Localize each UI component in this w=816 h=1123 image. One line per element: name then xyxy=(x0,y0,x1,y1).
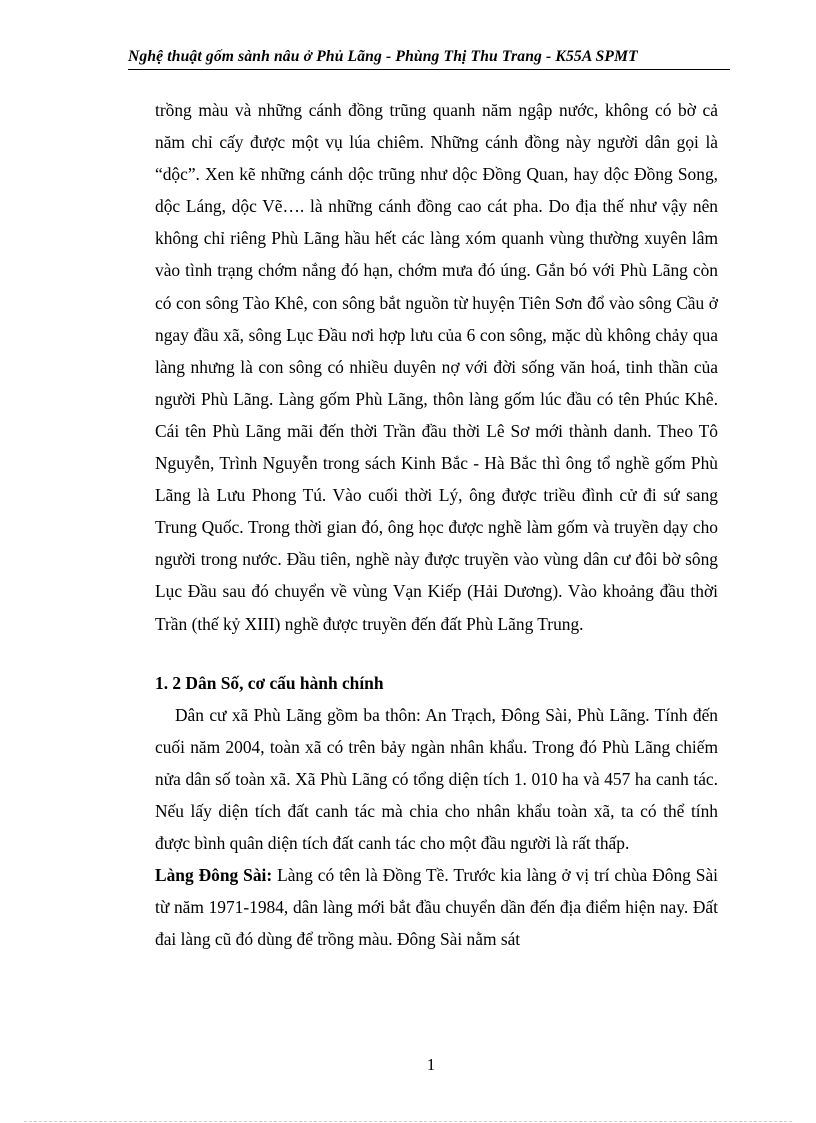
running-header: Nghệ thuật gốm sành nâu ở Phủ Lãng - Phùng Thị Thu Trang - K55A SPMT xyxy=(128,48,638,65)
paragraph-3-term: Làng Đông Sài: xyxy=(155,865,273,886)
header-rule xyxy=(128,69,730,70)
page-number: 1 xyxy=(426,1055,436,1074)
paragraph-2: Dân cư xã Phù Lãng gồm ba thôn: An Trạch, Đông Sài, Phù Lãng. Tính đến cuối năm 2004, toàn xã có trên bảy ngàn nhân khẩu. Trong đó Phù Lãng chiếm nửa dân số toàn xã. Xã Phù Lãng có tổng diện tích 1. 010 ha và 457 ha canh tác. Nếu lấy diện tích đất canh tác mà chia cho nhân khẩu toàn xã, ta có thể tính được bình quân diện tích đất canh tác cho một đầu người là rất thấp. xyxy=(155,704,718,854)
body-text xyxy=(155,94,718,955)
paragraph-3-text: Làng có tên là Đồng Tề. Trước kia làng ở vị trí chùa Đông Sài từ năm 1971-1984, dân làng mới bắt đầu chuyển dần đến địa điểm hiện nay. Đất đai làng cũ đó dùng để trồng màu. Đông Sài nằm sát xyxy=(155,865,718,950)
paragraph-spacer xyxy=(155,640,718,667)
paragraph-3 xyxy=(155,859,718,955)
page-bottom-rule xyxy=(24,1121,792,1122)
paragraph-1: trồng màu và những cánh đồng trũng quanh năm ngập nước, không có bờ cả năm chỉ cấy được một vụ lúa chiêm. Những cánh đồng này người dân gọi là “dộc”. Xen kẽ những cánh dộc trũng như dộc Đồng Quan, hay dộc Đồng Song, dộc Láng, dộc Vẽ…. là những cánh đồng cao cát pha. Do địa thế như vậy nên không chỉ riêng Phù Lãng hầu hết các làng xóm quanh vùng thường xuyên lâm vào tình trạng chớm nắng đó hạn, chớm mưa đó úng. Gắn bó với Phù Lãng còn có con sông Tào Khê, con sông bắt nguồn từ huyện Tiên Sơn đổ vào sông Cầu ở ngay đầu xã, sông Lục Đầu nơi hợp lưu của 6 con sông, mặc dù không chảy qua làng nhưng là con sông có nhiều duyên nợ với đời sống văn hoá, tinh thần của người Phù Lãng. Làng gốm Phù Lãng, thôn làng gốm lúc đầu có tên Phúc Khê. Cái tên Phù Lãng mãi đến thời Trần đầu thời Lê Sơ mới thành danh. Theo Tô Nguyễn, Trình Nguyễn trong sách Kinh Bắc - Hà Bắc thì ông tổ nghề gốm Phù Lãng là Lưu Phong Tú. Vào cuối thời Lý, ông được triều đình cử đi sứ sang Trung Quốc. Trong thời gian đó, ông học được nghề làm gốm và truyền dạy cho người trong nước. Đầu tiên, nghề này được truyền vào vùng dân cư đôi bờ sông Lục Đầu sau đó chuyển về vùng Vạn Kiếp (Hải Dương). Vào khoảng đầu thời Trần (thế kỷ XIII) nghề được truyền đến đất Phù Lãng Trung. xyxy=(155,100,718,634)
section-heading: 1. 2 Dân Số, cơ cấu hành chính xyxy=(155,672,384,693)
